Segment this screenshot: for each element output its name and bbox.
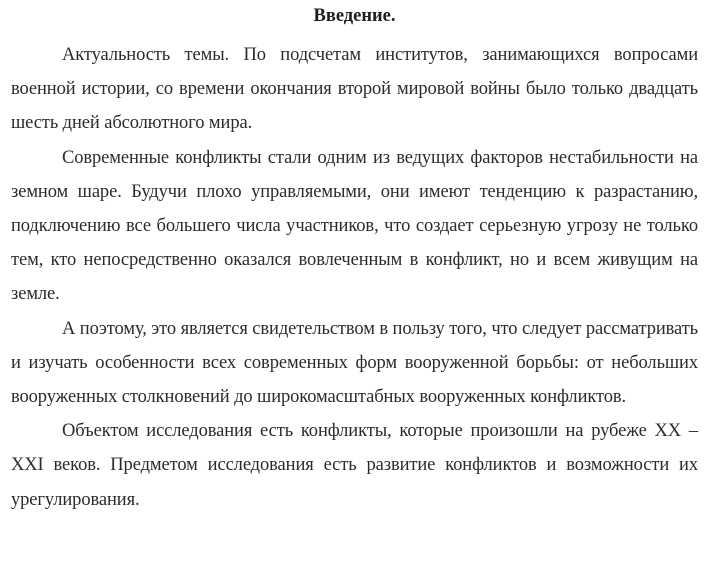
paragraph-relevance: Актуальность темы. По подсчетам институтов, занимающихся вопросами военной истории, со времени окончания второй мировой войны было только двадцать шесть дней абсолютного мира.	[11, 45, 698, 134]
paragraph-object-subject: Объектом исследования есть конфликты, которые произошли на рубеже XX – XXI веков. Предметом исследования есть развитие конфликтов и возможности их урегулирования.	[11, 421, 698, 510]
paragraph-modern-conflicts: Современные конфликты стали одним из ведущих факторов нестабильности на земном шаре. Будучи плохо управляемыми, они имеют тенденцию к разрастанию, подключению все большего числа участников, что создает серьезную угрозу не только тем, кто непосредственно оказался вовлеченным в конфликт, но и всем живущим на земле.	[11, 147, 698, 305]
paragraph-study-forms: А поэтому, это является свидетельством в пользу того, что следует рассматривать и изучать особенности всех современных форм вооруженной борьбы: от небольших вооруженных столкновений до широкомасштабных вооруженных конфликтов.	[11, 318, 698, 408]
document-title: Введение.	[313, 6, 396, 26]
